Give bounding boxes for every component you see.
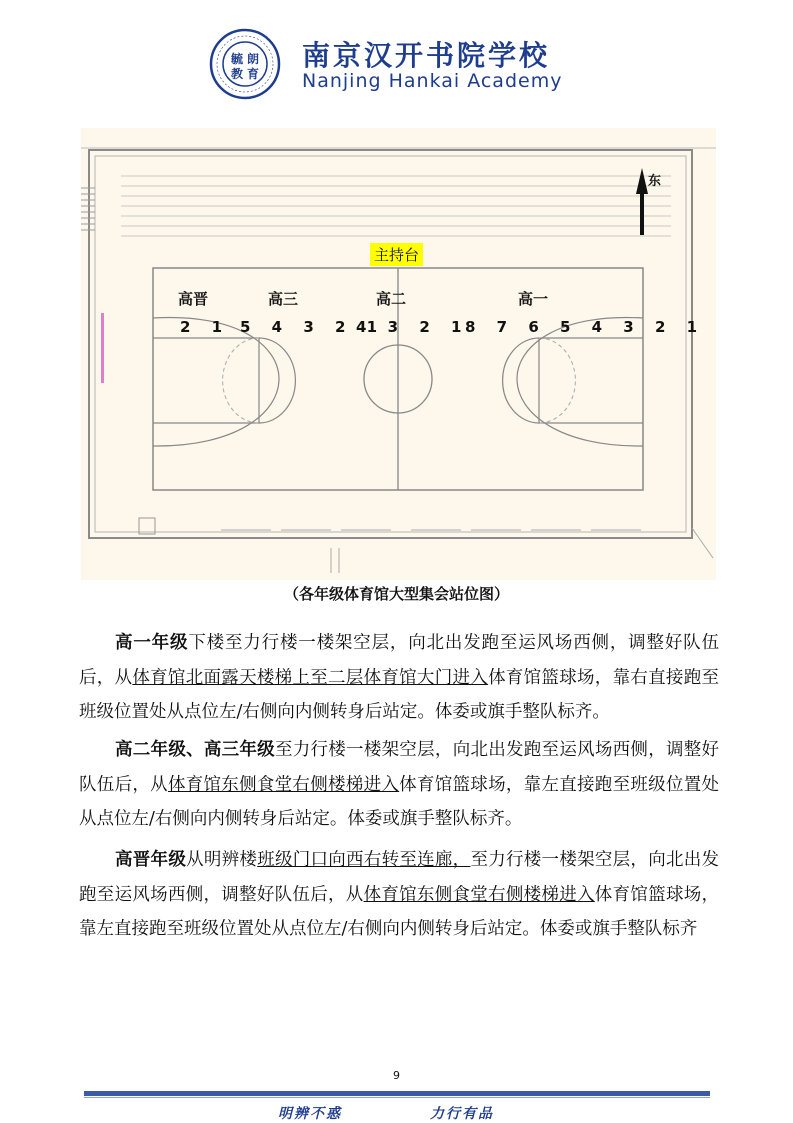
logo-char-1: 毓 — [230, 52, 244, 66]
motto-left: 明辨不惑 — [278, 1106, 342, 1122]
paragraph-gaojin — [79, 843, 719, 947]
school-name-cn: 南京汉开书院学校 — [302, 39, 551, 72]
grade-label-gaosan: 高三 — [268, 290, 299, 308]
floor-plan-drawing — [81, 128, 716, 580]
positions-gaojin: 2 1 — [180, 318, 231, 336]
text-run: 从明辨楼 — [186, 850, 258, 870]
logo-char-2: 朗 — [246, 52, 260, 66]
route-underlined: 班级门口向西右转至连廊， — [257, 850, 471, 870]
route-underlined: 体育馆东侧食堂右侧楼梯进入 — [167, 774, 400, 795]
text-run: 下楼至力行楼一楼架空层，向北出发跑至运风场西侧，调整好队伍后，从 — [79, 633, 719, 688]
text-run: 至力行楼一楼架空层，向北出发跑至运风场西侧，调整好队伍后，从 — [79, 740, 720, 795]
footer-divider-thin — [84, 1097, 710, 1098]
school-name-en: Nanjing Hankai Academy — [302, 70, 563, 92]
page-number: 9 — [393, 1069, 400, 1082]
route-underlined: 体育馆东侧食堂右侧楼梯进入 — [363, 884, 595, 905]
text-run: 体育馆篮球场，靠右直接跑至班级位置处从点位左/右侧向内侧转身后站定。体委或旗手整队标齐。 — [79, 667, 720, 722]
positions-gaosan: 5 4 3 2 1 — [240, 318, 386, 336]
logo-char-4: 育 — [246, 67, 260, 81]
positions-gaoer: 4 3 2 1 — [356, 318, 470, 336]
grade-label-gaoyi: 高一 — [518, 290, 549, 308]
footer-divider — [84, 1091, 710, 1096]
grade-heading: 高晋年级 — [115, 850, 187, 870]
figure-caption: （各年级体育馆大型集会站位图） — [283, 585, 509, 603]
route-underlined: 体育馆北面露天楼梯上至二层体育馆大门进入 — [132, 667, 489, 688]
positions-gaoyi: 8 7 6 5 4 3 2 1 — [465, 318, 706, 336]
school-logo-icon — [209, 28, 281, 100]
text-run: 至力行楼一楼架空层，向北出发跑至运风场西侧，调整好队伍后，从 — [79, 850, 720, 905]
text-run: 体育馆篮球场，靠左直接跑至班级位置处从点位左/右侧向内侧转身后站定。体委或旗手整队标齐 — [79, 884, 720, 939]
paragraph-gaoyi — [79, 626, 719, 730]
paragraph-gaoer-gaosan — [79, 733, 719, 837]
motto-right: 力行有品 — [430, 1106, 494, 1122]
logo-char-3: 教 — [230, 67, 244, 81]
page-header — [0, 0, 793, 110]
host-stage-label: 主持台 — [370, 243, 423, 266]
grade-heading: 高一年级 — [115, 633, 189, 653]
grade-label-gaojin: 高晋 — [178, 290, 209, 308]
text-run: 体育馆篮球场，靠左直接跑至班级位置处从点位左/右侧向内侧转身后站定。体委或旗手整队标齐。 — [79, 774, 720, 829]
grade-heading: 高二年级、高三年级 — [115, 740, 275, 760]
grade-label-gaoer: 高二 — [376, 290, 407, 308]
east-direction-label: 东 — [648, 174, 662, 189]
